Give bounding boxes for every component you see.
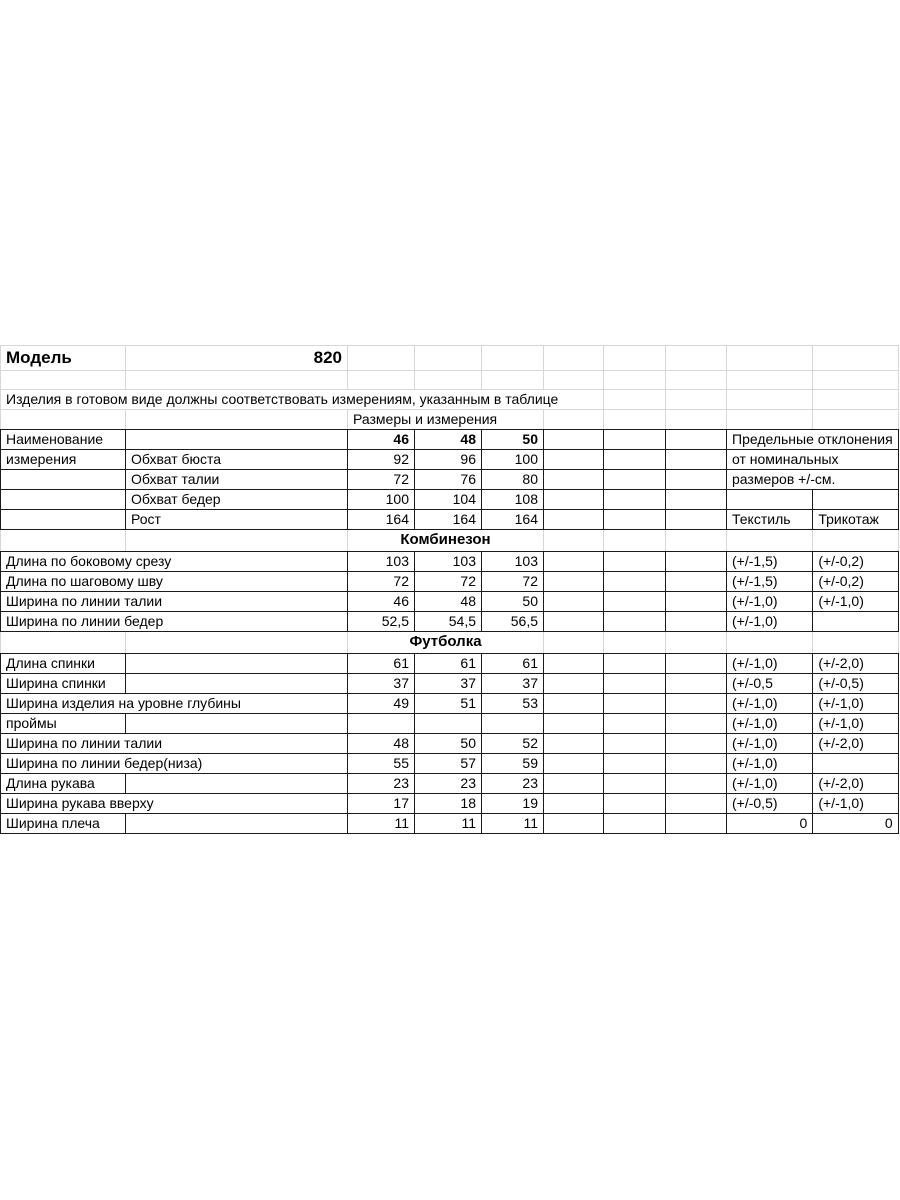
- size-value: 23: [348, 774, 415, 794]
- size-col-header-50: 50: [482, 430, 544, 450]
- empty-cell: [666, 774, 727, 794]
- empty-cell: [544, 612, 604, 632]
- empty-cell: [544, 814, 604, 834]
- empty-cell: [126, 410, 348, 430]
- empty-cell: [604, 694, 666, 714]
- measurement-value: 100: [348, 490, 415, 510]
- row-label: Ширина спинки: [1, 674, 126, 694]
- size-value: 17: [348, 794, 415, 814]
- section-title-futbolka: Футболка: [348, 632, 544, 654]
- empty-cell: [1, 371, 126, 390]
- empty-cell: [813, 754, 898, 774]
- empty-cell: [1, 410, 126, 430]
- empty-cell: [482, 371, 544, 390]
- empty-cell: [604, 632, 666, 654]
- empty-cell: [727, 390, 813, 410]
- row-label: Длина по шаговому шву: [1, 572, 348, 592]
- row-label: Длина по боковому срезу: [1, 552, 348, 572]
- size-value: 61: [348, 654, 415, 674]
- model-label-cell: Модель: [1, 346, 126, 371]
- textile-deviation: (+/-1,0): [727, 774, 813, 794]
- empty-cell: [604, 530, 666, 552]
- empty-cell: [1, 632, 126, 654]
- empty-cell: [727, 632, 813, 654]
- tolerance-note-line3: размеров +/-см.: [727, 470, 899, 490]
- empty-cell: [126, 371, 348, 390]
- empty-cell: [604, 592, 666, 612]
- textile-deviation: (+/-0,5): [727, 794, 813, 814]
- size-value: 56,5: [482, 612, 544, 632]
- empty-cell: [126, 714, 348, 734]
- knit-deviation: (+/-0,2): [813, 572, 898, 592]
- empty-cell: [604, 714, 666, 734]
- size-value: 55: [348, 754, 415, 774]
- size-value: 46: [348, 592, 415, 612]
- size-value: 11: [415, 814, 482, 834]
- size-value: 103: [482, 552, 544, 572]
- sizes-title-cell: Размеры и измерения: [348, 410, 544, 430]
- empty-cell: [1, 470, 126, 490]
- empty-cell: [482, 346, 544, 371]
- empty-cell: [126, 674, 348, 694]
- knit-deviation: (+/-0,5): [813, 674, 898, 694]
- textile-deviation: 0: [727, 814, 813, 834]
- size-value: 48: [415, 592, 482, 612]
- empty-cell: [604, 794, 666, 814]
- row-label: Ширина по линии бедер(низа): [1, 754, 348, 774]
- size-value: 18: [415, 794, 482, 814]
- textile-header-cell: Текстиль: [727, 510, 813, 530]
- empty-cell: [544, 552, 604, 572]
- textile-deviation: (+/-1,0): [727, 654, 813, 674]
- size-value: 61: [415, 654, 482, 674]
- row-label: Ширина изделия на уровне глубины: [1, 694, 348, 714]
- size-value: 19: [482, 794, 544, 814]
- empty-cell: [604, 734, 666, 754]
- empty-cell: [604, 470, 666, 490]
- measurement-label: Обхват талии: [126, 470, 348, 490]
- empty-cell: [1, 530, 126, 552]
- size-value: 54,5: [415, 612, 482, 632]
- empty-cell: [666, 612, 727, 632]
- textile-deviation: (+/-1,0): [727, 612, 813, 632]
- size-value: 52: [482, 734, 544, 754]
- size-value: 61: [482, 654, 544, 674]
- empty-cell: [813, 612, 898, 632]
- measurement-value: 72: [348, 470, 415, 490]
- row-label: Ширина по линии талии: [1, 592, 348, 612]
- measurement-value: 80: [482, 470, 544, 490]
- empty-cell: [727, 371, 813, 390]
- size-value: 53: [482, 694, 544, 714]
- empty-cell: [348, 714, 415, 734]
- empty-cell: [666, 390, 727, 410]
- measurement-value: 164: [348, 510, 415, 530]
- empty-cell: [604, 754, 666, 774]
- empty-cell: [813, 632, 898, 654]
- empty-cell: [604, 371, 666, 390]
- empty-cell: [604, 346, 666, 371]
- empty-cell: [415, 371, 482, 390]
- empty-cell: [126, 774, 348, 794]
- knit-deviation: (+/-1,0): [813, 714, 898, 734]
- empty-cell: [813, 490, 898, 510]
- empty-cell: [666, 530, 727, 552]
- row-label: Длина рукава: [1, 774, 126, 794]
- size-value: 37: [415, 674, 482, 694]
- textile-deviation: (+/-1,0): [727, 754, 813, 774]
- empty-cell: [666, 714, 727, 734]
- empty-cell: [544, 346, 604, 371]
- empty-cell: [126, 814, 348, 834]
- size-value: 23: [415, 774, 482, 794]
- textile-deviation: (+/-1,5): [727, 572, 813, 592]
- empty-cell: [666, 632, 727, 654]
- empty-cell: [1, 490, 126, 510]
- empty-cell: [813, 530, 898, 552]
- row-label: Ширина плеча: [1, 814, 126, 834]
- measurement-value: 96: [415, 450, 482, 470]
- empty-cell: [544, 632, 604, 654]
- empty-cell: [604, 612, 666, 632]
- empty-cell: [544, 714, 604, 734]
- empty-cell: [666, 552, 727, 572]
- empty-cell: [604, 510, 666, 530]
- empty-cell: [604, 450, 666, 470]
- measurement-value: 108: [482, 490, 544, 510]
- row-label: Ширина по линии талии: [1, 734, 348, 754]
- empty-cell: [666, 510, 727, 530]
- measurement-value: 92: [348, 450, 415, 470]
- row-label: Ширина по линии бедер: [1, 612, 348, 632]
- knit-deviation: (+/-2,0): [813, 774, 898, 794]
- empty-cell: [348, 371, 415, 390]
- tolerance-note-line1: Предельные отклонения: [727, 430, 899, 450]
- size-value: 37: [482, 674, 544, 694]
- empty-cell: [727, 346, 813, 371]
- knit-deviation: (+/-2,0): [813, 734, 898, 754]
- name-header-line1: Наименование: [1, 430, 126, 450]
- measurement-label: Обхват бюста: [126, 450, 348, 470]
- empty-cell: [666, 572, 727, 592]
- size-value: 72: [415, 572, 482, 592]
- size-value: 51: [415, 694, 482, 714]
- empty-cell: [126, 632, 348, 654]
- size-value: 37: [348, 674, 415, 694]
- note-cell: Изделия в готовом виде должны соответствовать измерениям, указанным в таблице: [1, 390, 604, 410]
- empty-cell: [666, 490, 727, 510]
- empty-cell: [544, 774, 604, 794]
- size-col-header-46: 46: [348, 430, 415, 450]
- knit-deviation: (+/-2,0): [813, 654, 898, 674]
- knit-deviation: (+/-1,0): [813, 592, 898, 612]
- empty-cell: [126, 530, 348, 552]
- empty-cell: [666, 694, 727, 714]
- row-label: Ширина рукава вверху: [1, 794, 348, 814]
- empty-cell: [604, 814, 666, 834]
- empty-cell: [666, 674, 727, 694]
- size-value: 72: [482, 572, 544, 592]
- empty-cell: [666, 754, 727, 774]
- measurement-value: 76: [415, 470, 482, 490]
- empty-cell: [604, 654, 666, 674]
- empty-cell: [666, 371, 727, 390]
- textile-deviation: (+/-1,5): [727, 552, 813, 572]
- model-number-cell: 820: [126, 346, 348, 371]
- empty-cell: [544, 572, 604, 592]
- empty-cell: [604, 572, 666, 592]
- empty-cell: [544, 410, 604, 430]
- measurement-label: Рост: [126, 510, 348, 530]
- empty-cell: [544, 450, 604, 470]
- empty-cell: [544, 592, 604, 612]
- name-header-line2: измерения: [1, 450, 126, 470]
- empty-cell: [666, 346, 727, 371]
- textile-deviation: (+/-0,5: [727, 674, 813, 694]
- textile-deviation: (+/-1,0): [727, 694, 813, 714]
- knit-deviation: (+/-1,0): [813, 794, 898, 814]
- empty-cell: [415, 714, 482, 734]
- measurement-value: 164: [482, 510, 544, 530]
- size-value: 72: [348, 572, 415, 592]
- empty-cell: [1, 510, 126, 530]
- empty-cell: [544, 754, 604, 774]
- measurement-value: 164: [415, 510, 482, 530]
- empty-cell: [544, 674, 604, 694]
- size-value: 11: [348, 814, 415, 834]
- empty-cell: [544, 510, 604, 530]
- row-label: Длина спинки: [1, 654, 126, 674]
- knit-deviation: (+/-0,2): [813, 552, 898, 572]
- empty-cell: [666, 450, 727, 470]
- size-col-header-48: 48: [415, 430, 482, 450]
- empty-cell: [482, 714, 544, 734]
- tolerance-note-line2: от номинальных: [727, 450, 899, 470]
- size-value: 49: [348, 694, 415, 714]
- empty-cell: [813, 371, 898, 390]
- size-value: 48: [348, 734, 415, 754]
- empty-cell: [666, 410, 727, 430]
- empty-cell: [666, 734, 727, 754]
- measurement-value: 104: [415, 490, 482, 510]
- textile-deviation: (+/-1,0): [727, 714, 813, 734]
- empty-cell: [666, 794, 727, 814]
- measurement-label: Обхват бедер: [126, 490, 348, 510]
- empty-cell: [727, 490, 813, 510]
- empty-cell: [727, 410, 813, 430]
- empty-cell: [415, 346, 482, 371]
- empty-cell: [544, 371, 604, 390]
- empty-cell: [604, 490, 666, 510]
- empty-cell: [666, 430, 727, 450]
- empty-cell: [604, 390, 666, 410]
- size-value: 103: [415, 552, 482, 572]
- empty-cell: [348, 346, 415, 371]
- empty-cell: [544, 430, 604, 450]
- size-value: 23: [482, 774, 544, 794]
- size-chart-sheet: [0, 345, 899, 834]
- empty-cell: [544, 794, 604, 814]
- knit-header-cell: Трикотаж: [813, 510, 898, 530]
- empty-cell: [604, 552, 666, 572]
- empty-cell: [126, 654, 348, 674]
- size-chart-table: [0, 345, 899, 834]
- knit-deviation: 0: [813, 814, 898, 834]
- empty-cell: [727, 530, 813, 552]
- empty-cell: [544, 530, 604, 552]
- size-value: 57: [415, 754, 482, 774]
- empty-cell: [813, 346, 898, 371]
- size-value: 103: [348, 552, 415, 572]
- section-title-kombinezon: Комбинезон: [348, 530, 544, 552]
- empty-cell: [126, 430, 348, 450]
- empty-cell: [544, 694, 604, 714]
- size-value: 11: [482, 814, 544, 834]
- empty-cell: [604, 410, 666, 430]
- size-value: 50: [482, 592, 544, 612]
- row-label: проймы: [1, 714, 126, 734]
- empty-cell: [813, 410, 898, 430]
- textile-deviation: (+/-1,0): [727, 734, 813, 754]
- measurement-value: 100: [482, 450, 544, 470]
- empty-cell: [666, 654, 727, 674]
- empty-cell: [544, 734, 604, 754]
- empty-cell: [604, 430, 666, 450]
- size-value: 59: [482, 754, 544, 774]
- empty-cell: [813, 390, 898, 410]
- empty-cell: [666, 814, 727, 834]
- empty-cell: [544, 470, 604, 490]
- empty-cell: [666, 592, 727, 612]
- empty-cell: [666, 470, 727, 490]
- empty-cell: [604, 674, 666, 694]
- size-value: 52,5: [348, 612, 415, 632]
- empty-cell: [544, 654, 604, 674]
- empty-cell: [544, 490, 604, 510]
- size-value: 50: [415, 734, 482, 754]
- textile-deviation: (+/-1,0): [727, 592, 813, 612]
- knit-deviation: (+/-1,0): [813, 694, 898, 714]
- empty-cell: [604, 774, 666, 794]
